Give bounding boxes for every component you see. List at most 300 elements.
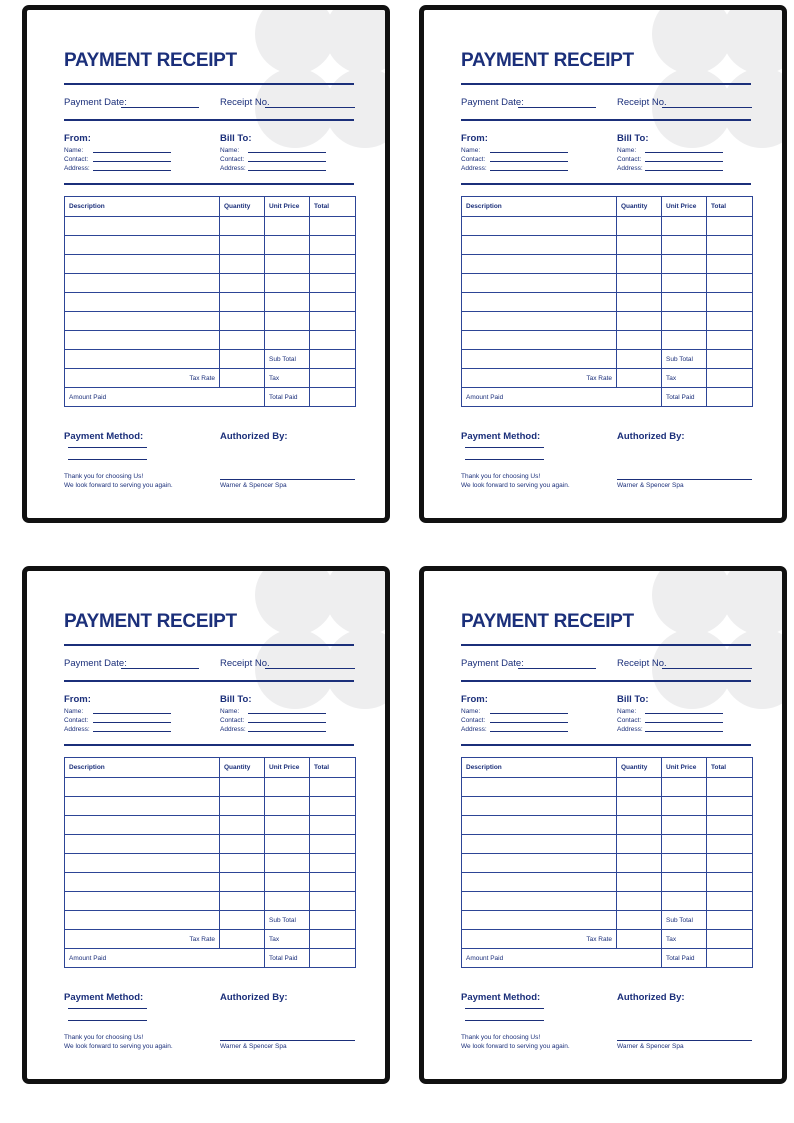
decor-circle [325, 566, 390, 635]
total-cell[interactable] [310, 331, 356, 350]
quantity-cell[interactable] [617, 873, 662, 892]
description-cell[interactable] [65, 236, 220, 255]
receipt-no-label: Receipt No. [220, 97, 270, 108]
from-contact-field[interactable] [93, 161, 171, 162]
payment-date-label: Payment Date: [461, 97, 524, 108]
divider [64, 183, 354, 185]
description-cell[interactable] [462, 293, 617, 312]
total-cell[interactable] [310, 274, 356, 293]
total-cell[interactable] [310, 892, 356, 911]
quantity-cell[interactable] [617, 274, 662, 293]
signature-line[interactable] [617, 479, 752, 480]
tax-rate-value[interactable] [220, 930, 265, 949]
total-cell[interactable] [707, 331, 753, 350]
paid-row [462, 949, 753, 968]
unit-price-cell[interactable] [662, 835, 707, 854]
column-header-quantity: Quantity [220, 758, 265, 778]
unit-price-cell[interactable] [662, 854, 707, 873]
bill-to-heading: Bill To: [617, 133, 649, 144]
from-heading: From: [461, 133, 488, 144]
from-name-field[interactable] [93, 152, 171, 153]
unit-price-cell[interactable] [265, 293, 310, 312]
from-name-field[interactable] [490, 152, 568, 153]
company-name: Warner & Spencer Spa [617, 482, 684, 489]
unit-price-cell[interactable] [662, 892, 707, 911]
payment-method-field[interactable] [68, 1008, 147, 1009]
item-row [65, 873, 356, 892]
column-header-unit-price: Unit Price [662, 197, 707, 217]
column-header-quantity: Quantity [220, 197, 265, 217]
item-row [65, 854, 356, 873]
bill-to-contact-label: Contact: [220, 156, 245, 163]
payment-method-field[interactable] [465, 1008, 544, 1009]
item-row [65, 217, 356, 236]
total-cell[interactable] [707, 293, 753, 312]
payment-date-label: Payment Date: [64, 658, 127, 669]
total-cell[interactable] [310, 873, 356, 892]
total-cell[interactable] [707, 873, 753, 892]
total-cell[interactable] [310, 236, 356, 255]
quantity-cell[interactable] [617, 331, 662, 350]
bill-to-name-label: Name: [617, 708, 637, 715]
description-cell[interactable] [462, 217, 617, 236]
unit-price-cell[interactable] [265, 816, 310, 835]
payment-method-field[interactable] [68, 447, 147, 448]
payment-method-field[interactable] [465, 447, 544, 448]
unit-price-cell[interactable] [265, 255, 310, 274]
blank-cell [462, 911, 617, 930]
unit-price-cell[interactable] [662, 274, 707, 293]
item-row [462, 274, 753, 293]
unit-price-cell[interactable] [662, 312, 707, 331]
payment-method-field-2[interactable] [68, 459, 147, 460]
description-cell[interactable] [462, 255, 617, 274]
quantity-cell[interactable] [220, 892, 265, 911]
decor-circle [325, 68, 390, 148]
receipt-no-field[interactable] [662, 107, 752, 108]
item-row [462, 778, 753, 797]
description-cell[interactable] [65, 835, 220, 854]
company-name: Warner & Spencer Spa [220, 1043, 287, 1050]
decor-circle [652, 5, 732, 74]
sub-total-label: Sub Total [662, 911, 707, 930]
payment-date-field[interactable] [121, 107, 199, 108]
company-name: Warner & Spencer Spa [617, 1043, 684, 1050]
quantity-cell[interactable] [617, 778, 662, 797]
total-paid-value[interactable] [310, 388, 356, 407]
unit-price-cell[interactable] [265, 892, 310, 911]
total-paid-value[interactable] [310, 949, 356, 968]
column-header-description: Description [65, 758, 220, 778]
unit-price-cell[interactable] [265, 778, 310, 797]
receipt-no-field[interactable] [265, 107, 355, 108]
unit-price-cell[interactable] [662, 217, 707, 236]
unit-price-cell[interactable] [265, 331, 310, 350]
from-contact-field[interactable] [490, 722, 568, 723]
tax-row [462, 369, 753, 388]
description-cell[interactable] [462, 854, 617, 873]
table-header-row [462, 197, 753, 217]
bill-to-name-field[interactable] [645, 713, 723, 714]
column-header-unit-price: Unit Price [265, 758, 310, 778]
subtotal-row [462, 350, 753, 369]
tax-row [462, 930, 753, 949]
unit-price-cell[interactable] [662, 236, 707, 255]
tax-label: Tax [662, 369, 707, 388]
from-contact-field[interactable] [490, 161, 568, 162]
item-row [462, 255, 753, 274]
decor-circle [722, 5, 787, 74]
thank-you-line1: Thank you for choosing Us! [461, 473, 541, 480]
quantity-cell[interactable] [220, 255, 265, 274]
from-address-field[interactable] [93, 731, 171, 732]
bill-to-contact-field[interactable] [645, 161, 723, 162]
column-header-quantity: Quantity [617, 758, 662, 778]
tax-rate-value[interactable] [220, 369, 265, 388]
total-paid-label: Total Paid [662, 388, 707, 407]
total-paid-value[interactable] [707, 949, 753, 968]
description-cell[interactable] [65, 854, 220, 873]
decor-circle [722, 566, 787, 635]
quantity-cell[interactable] [617, 217, 662, 236]
description-cell[interactable] [462, 873, 617, 892]
description-cell[interactable] [65, 274, 220, 293]
item-row [65, 892, 356, 911]
payment-method-heading: Payment Method: [461, 992, 541, 1003]
from-name-field[interactable] [490, 713, 568, 714]
quantity-cell[interactable] [617, 236, 662, 255]
blank-cell [617, 911, 662, 930]
unit-price-cell[interactable] [265, 312, 310, 331]
receipt-title: PAYMENT RECEIPT [64, 50, 237, 71]
total-cell[interactable] [310, 255, 356, 274]
description-cell[interactable] [462, 816, 617, 835]
total-cell[interactable] [310, 816, 356, 835]
divider [461, 83, 751, 85]
bill-to-name-label: Name: [220, 708, 240, 715]
item-row [65, 835, 356, 854]
payment-method-heading: Payment Method: [64, 992, 144, 1003]
blank-cell [220, 911, 265, 930]
bill-to-address-field[interactable] [248, 170, 326, 171]
description-cell[interactable] [462, 312, 617, 331]
amount-paid-label: Amount Paid [462, 388, 662, 407]
description-cell[interactable] [65, 293, 220, 312]
decor-circle [652, 566, 732, 635]
from-name-field[interactable] [93, 713, 171, 714]
bill-to-contact-label: Contact: [220, 717, 245, 724]
quantity-cell[interactable] [220, 293, 265, 312]
from-contact-label: Contact: [64, 156, 89, 163]
total-cell[interactable] [310, 797, 356, 816]
amount-paid-label: Amount Paid [65, 949, 265, 968]
divider [64, 680, 354, 682]
signature-line[interactable] [220, 1040, 355, 1041]
unit-price-cell[interactable] [265, 854, 310, 873]
payment-date-field[interactable] [121, 668, 199, 669]
thank-you-line2: We look forward to serving you again. [64, 482, 173, 489]
tax-value[interactable] [310, 930, 356, 949]
total-cell[interactable] [310, 854, 356, 873]
bill-to-name-field[interactable] [248, 713, 326, 714]
bill-to-address-field[interactable] [645, 731, 723, 732]
decor-circle [325, 629, 390, 709]
from-address-field[interactable] [490, 170, 568, 171]
unit-price-cell[interactable] [265, 236, 310, 255]
column-header-description: Description [462, 758, 617, 778]
column-header-total: Total [310, 758, 356, 778]
paid-row [65, 949, 356, 968]
total-cell[interactable] [707, 236, 753, 255]
thank-you-line2: We look forward to serving you again. [461, 1043, 570, 1050]
quantity-cell[interactable] [220, 797, 265, 816]
bill-to-address-field[interactable] [645, 170, 723, 171]
total-cell[interactable] [707, 255, 753, 274]
item-row [462, 312, 753, 331]
unit-price-cell[interactable] [662, 293, 707, 312]
unit-price-cell[interactable] [265, 873, 310, 892]
total-cell[interactable] [310, 312, 356, 331]
bill-to-address-label: Address: [617, 726, 643, 733]
signature-line[interactable] [220, 479, 355, 480]
item-row [65, 331, 356, 350]
bill-to-name-field[interactable] [248, 152, 326, 153]
sub-total-label: Sub Total [662, 350, 707, 369]
quantity-cell[interactable] [220, 873, 265, 892]
quantity-cell[interactable] [220, 331, 265, 350]
unit-price-cell[interactable] [265, 274, 310, 293]
tax-value[interactable] [310, 369, 356, 388]
column-header-description: Description [65, 197, 220, 217]
divider [64, 83, 354, 85]
sub-total-value[interactable] [310, 350, 356, 369]
total-paid-value[interactable] [707, 388, 753, 407]
quantity-cell[interactable] [220, 816, 265, 835]
description-cell[interactable] [462, 236, 617, 255]
item-row [65, 816, 356, 835]
description-cell[interactable] [462, 892, 617, 911]
payment-method-heading: Payment Method: [461, 431, 541, 442]
total-cell[interactable] [310, 217, 356, 236]
bill-to-contact-field[interactable] [248, 722, 326, 723]
item-row [462, 236, 753, 255]
authorized-by-heading: Authorized By: [220, 431, 288, 442]
blank-cell [462, 350, 617, 369]
decor-circle [325, 5, 390, 74]
unit-price-cell[interactable] [662, 778, 707, 797]
total-cell[interactable] [707, 778, 753, 797]
unit-price-cell[interactable] [662, 797, 707, 816]
item-row [462, 892, 753, 911]
total-cell[interactable] [707, 217, 753, 236]
blank-cell [65, 350, 220, 369]
quantity-cell[interactable] [220, 274, 265, 293]
from-contact-label: Contact: [461, 156, 486, 163]
payment-date-label: Payment Date: [461, 658, 524, 669]
payment-date-label: Payment Date: [64, 97, 127, 108]
quantity-cell[interactable] [220, 778, 265, 797]
item-row [462, 854, 753, 873]
quantity-cell[interactable] [617, 797, 662, 816]
item-row [65, 236, 356, 255]
description-cell[interactable] [65, 873, 220, 892]
sub-total-value[interactable] [707, 911, 753, 930]
tax-rate-value[interactable] [617, 930, 662, 949]
bill-to-heading: Bill To: [220, 133, 252, 144]
bill-to-contact-label: Contact: [617, 717, 642, 724]
item-row [462, 331, 753, 350]
column-header-total: Total [707, 758, 753, 778]
divider [64, 119, 354, 121]
authorized-by-heading: Authorized By: [617, 431, 685, 442]
quantity-cell[interactable] [220, 236, 265, 255]
total-paid-label: Total Paid [265, 949, 310, 968]
payment-method-field-2[interactable] [465, 459, 544, 460]
quantity-cell[interactable] [220, 835, 265, 854]
quantity-cell[interactable] [617, 293, 662, 312]
authorized-by-heading: Authorized By: [617, 992, 685, 1003]
item-row [462, 835, 753, 854]
sub-total-label: Sub Total [265, 911, 310, 930]
quantity-cell[interactable] [220, 854, 265, 873]
description-cell[interactable] [65, 892, 220, 911]
thank-you-line1: Thank you for choosing Us! [64, 1034, 144, 1041]
description-cell[interactable] [462, 797, 617, 816]
unit-price-cell[interactable] [662, 331, 707, 350]
description-cell[interactable] [462, 274, 617, 293]
unit-price-cell[interactable] [662, 873, 707, 892]
tax-rate-label: Tax Rate [462, 930, 617, 949]
company-name: Warner & Spencer Spa [220, 482, 287, 489]
quantity-cell[interactable] [617, 854, 662, 873]
table-header-row [65, 197, 356, 217]
decor-circle [255, 5, 335, 74]
bill-to-contact-field[interactable] [248, 161, 326, 162]
tax-rate-label: Tax Rate [65, 369, 220, 388]
bill-to-heading: Bill To: [617, 694, 649, 705]
description-cell[interactable] [65, 255, 220, 274]
description-cell[interactable] [65, 797, 220, 816]
from-heading: From: [64, 694, 91, 705]
description-cell[interactable] [65, 217, 220, 236]
sub-total-value[interactable] [707, 350, 753, 369]
total-cell[interactable] [707, 797, 753, 816]
unit-price-cell[interactable] [265, 797, 310, 816]
tax-row [65, 930, 356, 949]
blank-cell [220, 350, 265, 369]
unit-price-cell[interactable] [265, 217, 310, 236]
from-address-label: Address: [461, 165, 487, 172]
item-row [65, 778, 356, 797]
tax-value[interactable] [707, 369, 753, 388]
receipt-card [22, 566, 390, 1084]
decor-circle [255, 68, 335, 148]
signature-line[interactable] [617, 1040, 752, 1041]
quantity-cell[interactable] [617, 892, 662, 911]
item-row [65, 255, 356, 274]
quantity-cell[interactable] [617, 835, 662, 854]
unit-price-cell[interactable] [662, 255, 707, 274]
bill-to-address-field[interactable] [248, 731, 326, 732]
payment-date-field[interactable] [518, 668, 596, 669]
description-cell[interactable] [65, 312, 220, 331]
total-cell[interactable] [707, 274, 753, 293]
bill-to-contact-label: Contact: [617, 156, 642, 163]
total-cell[interactable] [707, 312, 753, 331]
receipt-title: PAYMENT RECEIPT [64, 611, 237, 632]
description-cell[interactable] [462, 331, 617, 350]
column-header-total: Total [707, 197, 753, 217]
unit-price-cell[interactable] [662, 816, 707, 835]
from-contact-field[interactable] [93, 722, 171, 723]
total-cell[interactable] [707, 892, 753, 911]
description-cell[interactable] [462, 835, 617, 854]
item-row [65, 797, 356, 816]
receipt-no-field[interactable] [265, 668, 355, 669]
receipt-no-field[interactable] [662, 668, 752, 669]
bill-to-name-field[interactable] [645, 152, 723, 153]
subtotal-row [65, 350, 356, 369]
paid-row [65, 388, 356, 407]
description-cell[interactable] [65, 331, 220, 350]
quantity-cell[interactable] [220, 312, 265, 331]
decor-circle [652, 68, 732, 148]
quantity-cell[interactable] [617, 255, 662, 274]
total-cell[interactable] [707, 854, 753, 873]
quantity-cell[interactable] [617, 312, 662, 331]
total-cell[interactable] [310, 778, 356, 797]
tax-label: Tax [662, 930, 707, 949]
bill-to-contact-field[interactable] [645, 722, 723, 723]
description-cell[interactable] [65, 778, 220, 797]
table-header-row [65, 758, 356, 778]
payment-method-heading: Payment Method: [64, 431, 144, 442]
total-cell[interactable] [707, 835, 753, 854]
payment-method-field-2[interactable] [68, 1020, 147, 1021]
from-address-field[interactable] [93, 170, 171, 171]
decor-circle [255, 629, 335, 709]
unit-price-cell[interactable] [265, 835, 310, 854]
item-row [65, 274, 356, 293]
tax-rate-value[interactable] [617, 369, 662, 388]
amount-paid-label: Amount Paid [65, 388, 265, 407]
receipt-card [419, 566, 787, 1084]
total-cell[interactable] [707, 816, 753, 835]
divider [461, 744, 751, 746]
bill-to-address-label: Address: [220, 726, 246, 733]
from-address-label: Address: [461, 726, 487, 733]
total-cell[interactable] [310, 293, 356, 312]
tax-value[interactable] [707, 930, 753, 949]
description-cell[interactable] [65, 816, 220, 835]
total-cell[interactable] [310, 835, 356, 854]
quantity-cell[interactable] [220, 217, 265, 236]
payment-method-field-2[interactable] [465, 1020, 544, 1021]
blank-cell [65, 911, 220, 930]
item-row [462, 293, 753, 312]
quantity-cell[interactable] [617, 816, 662, 835]
bill-to-heading: Bill To: [220, 694, 252, 705]
receipt-card [419, 5, 787, 523]
description-cell[interactable] [462, 778, 617, 797]
item-row [462, 816, 753, 835]
receipt-title: PAYMENT RECEIPT [461, 611, 634, 632]
payment-date-field[interactable] [518, 107, 596, 108]
thank-you-line2: We look forward to serving you again. [461, 482, 570, 489]
table-header-row [462, 758, 753, 778]
sub-total-value[interactable] [310, 911, 356, 930]
from-address-field[interactable] [490, 731, 568, 732]
